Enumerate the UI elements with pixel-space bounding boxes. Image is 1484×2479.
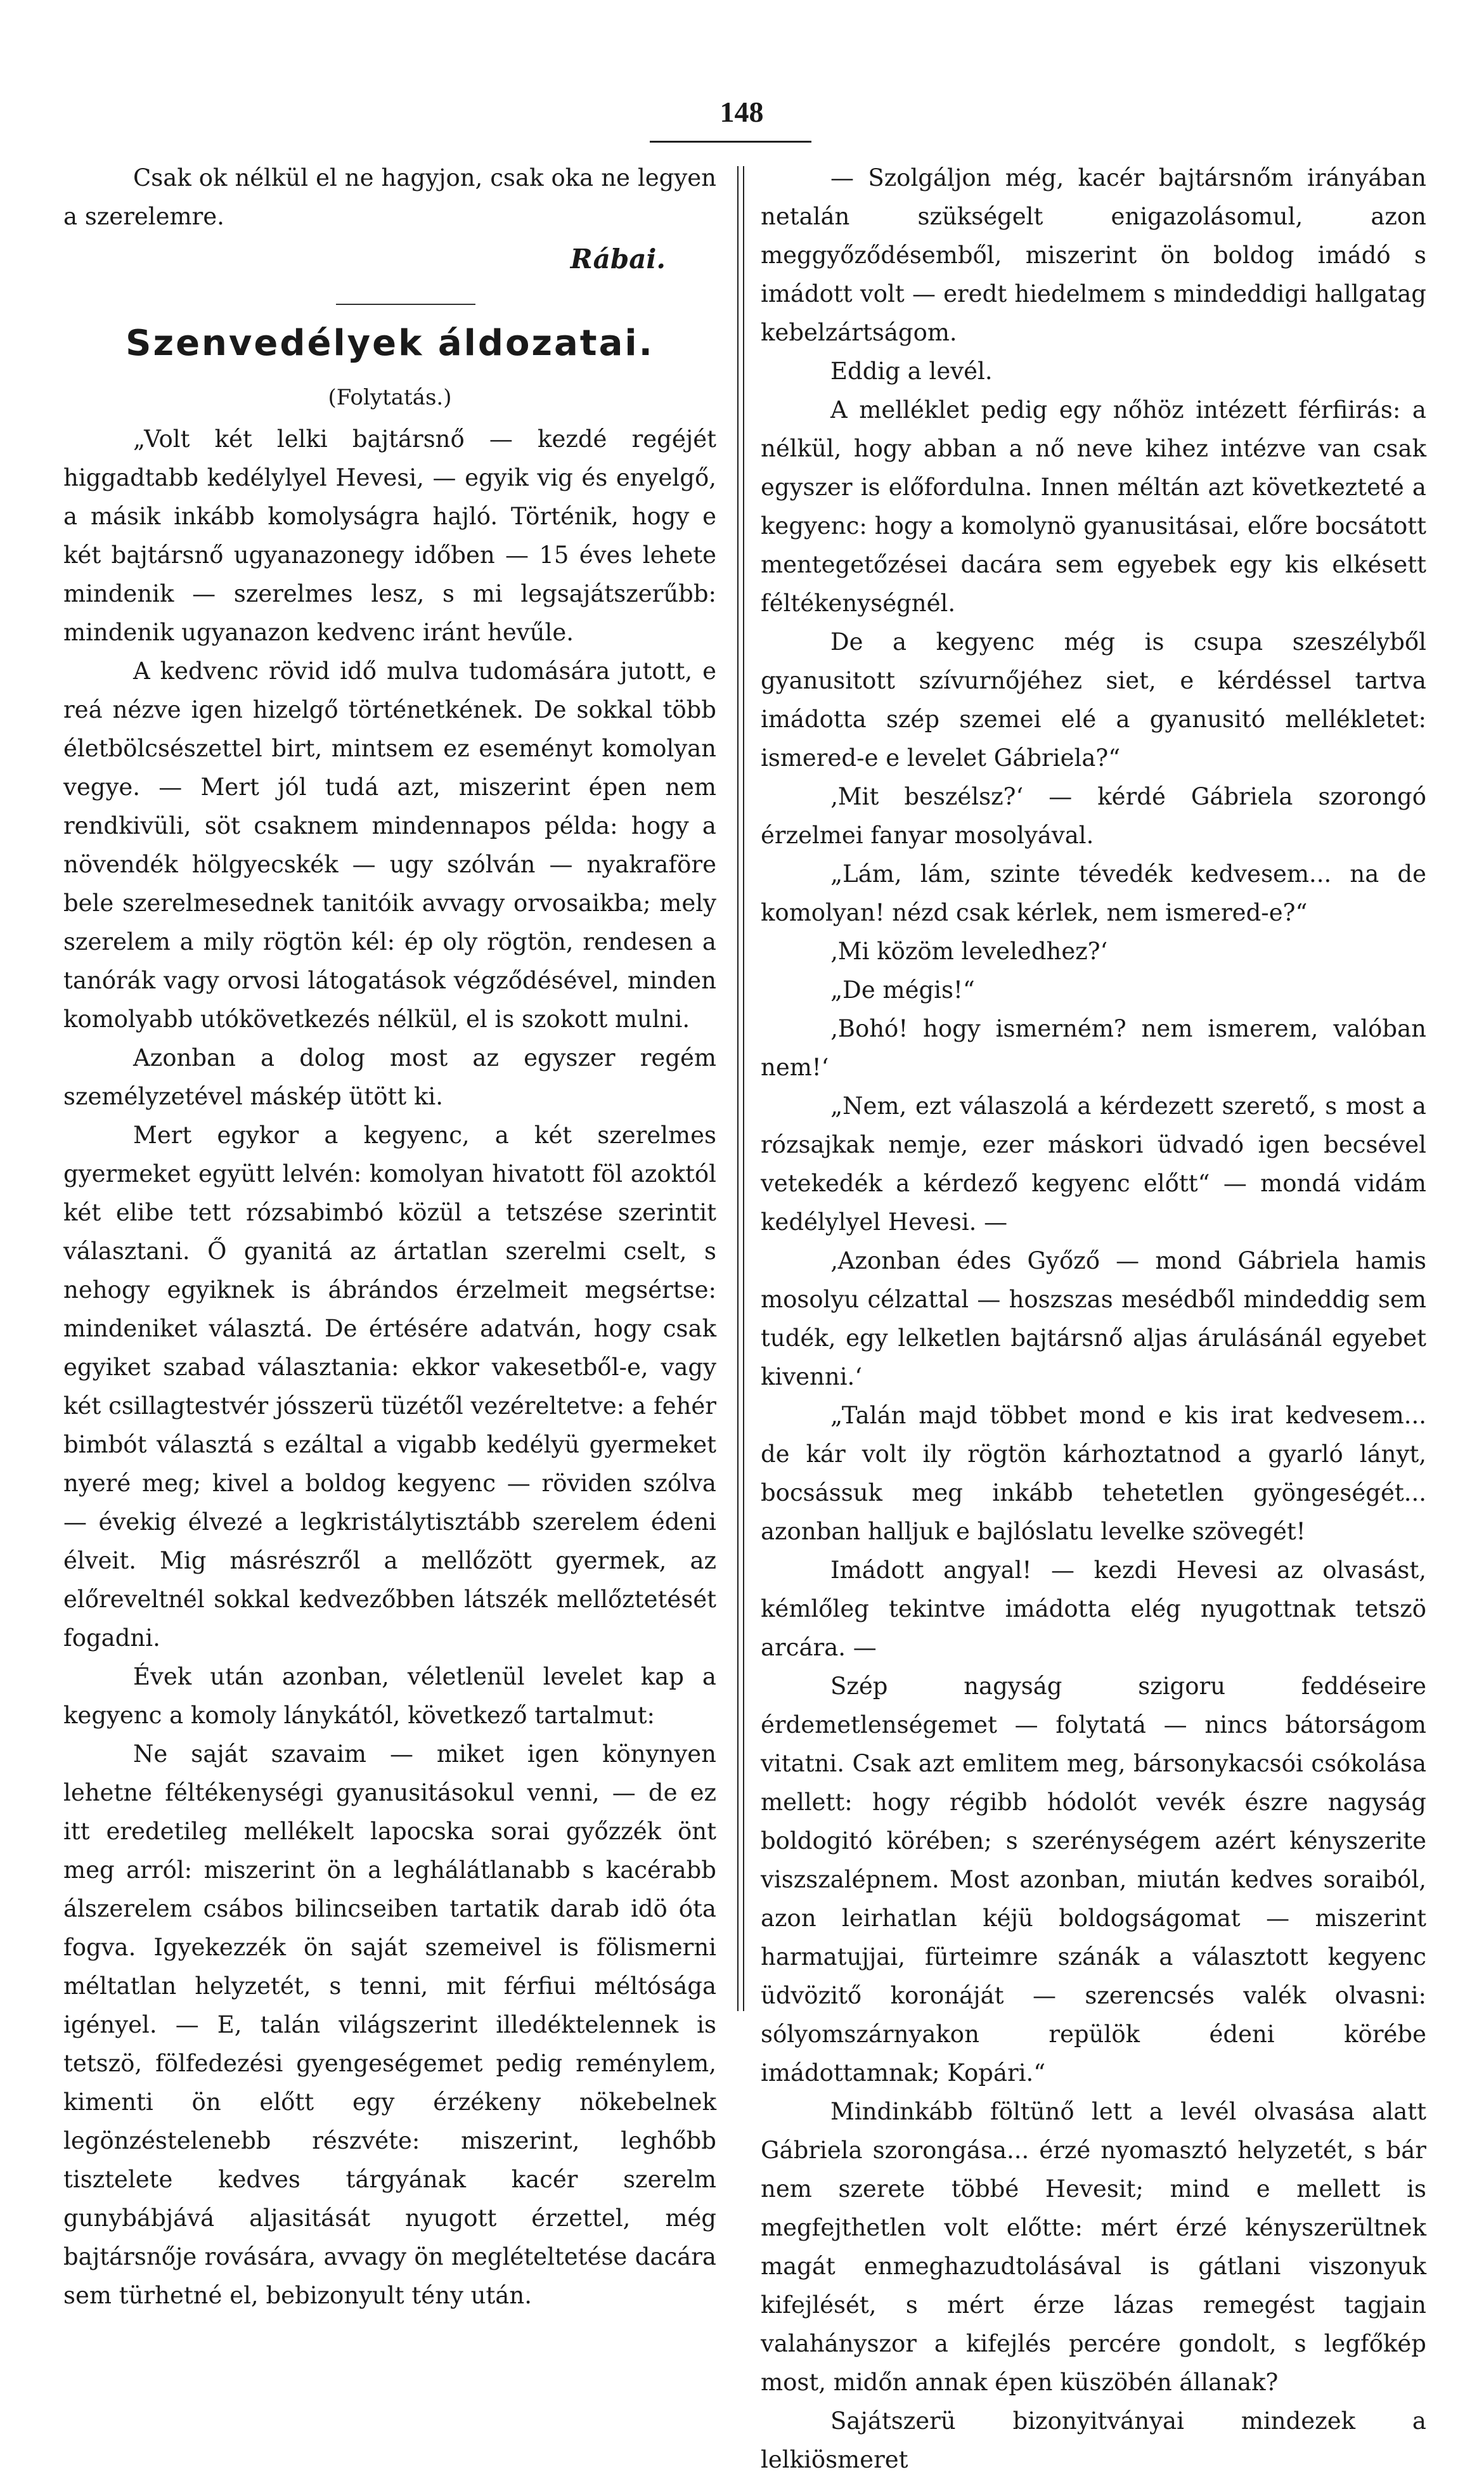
paragraph: „Volt két lelki bajtársnő — kezdé regéjét higgadtabb kedélylyel Hevesi, — egyik vig és enyelgő, a másik inkább komolyságra hajló. Történik, hogy e két bajtársnő ugyanazonegy időben — 15 éves lehete mindenik — szerelmes lesz, s mi legsajátszerűbb: mindenik ugyanazon kedvenc iránt hevűle. — [63, 425, 716, 646]
paragraph: Imádott angyal! — kezdi Hevesi az olvasást, kémlőleg tekintve imádotta elég nyugottnak tetszö arcára. — — [761, 1557, 1426, 1661]
page-number: 148 — [719, 96, 764, 128]
paragraph: Azonban a dolog most az egyszer regém személyzetével máskép ütött ki. — [63, 1044, 716, 1110]
paragraph: „De mégis!“ — [830, 976, 975, 1004]
paragraph: A kedvenc rövid idő mulva tudomására jutott, e reá nézve igen hizelgő történetkének. De sokkal több életbölcsészettel birt, mintsem ez eseményt komolyan vegye. — Mert jól tudá azt, miszerint épen nem rendkivüli, söt csaknem mindennapos példa: hogy a növendék hölgyecskék — ugy szólván — nyakraföre bele szerelmesednek tanitóik avvagy orvosaikba; mely szerelem a mily rögtön kél: ép oly rögtön, rendesen a tanórák vagy orvosi látogatások végződésével, minden komolyabb utókövetkezés nélkül, el is szokott mulni. — [63, 657, 716, 1033]
paragraph: Szép nagyság szigoru feddéseire érdemetlenségemet — folytatá — nincs bátorságom vitatni. Csak azt emlitem meg, bársonykacsói csókolása mellett: hogy régibb hódolót vevék észre nagyság boldogitó körében; s szerénységem azért kényszerite viszszalépnem. Most azonban, miután kedves soraiból, azon leirhatlan kéjü boldogságomat — miszerint harmatujjai, fürteimre szánák a választott kegyenc üdvözitő koronáját — szerencsés valék olvasni: sólyomszárnyakon repülök édeni körébe imádottamnak; Kopári.“ — [761, 1673, 1426, 2087]
epigraph-line: Csak ok nélkül el ne hagyjon, csak oka ne legyen a szerelemre. — [63, 164, 716, 230]
paragraph: ‚Bohó! hogy ismerném? nem ismerem, valóban nem!‘ — [761, 1015, 1426, 1081]
header-rule — [650, 141, 811, 143]
paragraph: „Lám, lám, szinte tévedék kedvesem... na de komolyan! nézd csak kérlek, nem ismered-e?“ — [761, 860, 1426, 926]
paragraph: Ne saját szavaim — miket igen könynyen lehetne féltékenységi gyanusitásokul venni, — de ez itt eredetileg mellékelt lapocska sorai győzzék önt meg arról: miszerint ön a leghálátlanabb s kacérabb álszerelem csábos bilincseiben tartatik darab idö óta fogva. Igyekezzék ön saját szemeivel is fölismerni méltatlan helyzetét, s tenni, mit férfiui méltósága igényel. — E, talán világszerint illedéktelennek is tetszö, fölfedezési gyengeségemet pedig reménylem, kimenti ön előtt egy érzékeny nökebelnek legönzéstelenebb részvéte: miszerint, leghőbb tisztelete kedves tárgyának kacér szerelm gunybábjává aljasitását nyugott érzettel, még bajtársnője rovására, avvagy ön meglételtetése dacára sem türhetné el, bebizonyult tény után. — [63, 1740, 716, 2309]
paragraph: A melléklet pedig egy nőhöz intézett férfiirás: a nélkül, hogy abban a nő neve kihez intézve van csak egyszer is előfordulna. Innen méltán azt következteté a kegyenc: hogy a komolynö gyanusitásai, előre bocsátott mentegetőzései dacára sem egyebek egy kis elkésett féltékenységnél. — [761, 396, 1426, 617]
paragraph: Évek után azonban, véletlenül levelet kap a kegyenc a komoly lánykától, következő tartalmut: — [63, 1663, 716, 1729]
left-column — [63, 159, 716, 2315]
right-column — [761, 159, 1426, 2479]
paragraph: ‚Mit beszélsz?‘ — kérdé Gábriela szorongó érzelmei fanyar mosolyával. — [761, 783, 1426, 849]
paragraph: — Szolgáljon még, kacér bajtársnőm irányában netalán szükségelt enigazolásomul, azon meggyőződésemből, miszerint ön boldog imádó s imádott volt — eredt hiedelmem s mindeddigi hallgatag kebelzártságom. — [761, 164, 1426, 346]
paragraph: ‚Azonban édes Győző — mond Gábriela hamis mosolyu célzattal — hoszszas mesédből mindeddig sem tudék, egy lelketlen bajtársnő aljas árulásánál egyebet kivenni.‘ — [761, 1247, 1426, 1390]
title-rule — [336, 304, 475, 305]
paragraph: „Talán majd többet mond e kis irat kedvesem... de kár volt ily rögtön kárhoztatnod a gyarló lányt, bocsássuk meg inkább tehetetlen gyöngeségét... azonban halljuk e bajlóslatu levelke szövegét! — [761, 1402, 1426, 1545]
paragraph: Mert egykor a kegyenc, a két szerelmes gyermeket együtt lelvén: komolyan hivatott föl azoktól két elibe tett rózsabimbó közül a tetszése szerintit választani. Ő gyanitá az ártatlan szerelmi cselt, s nehogy egyiknek is ábrándos érzelmeit megsértse: mindeniket választá. De értésére adatván, hogy csak egyiket szabad választania: ekkor vakesetből-e, vagy két csillagtestvér jósszerü tüzétől vezéreltetve: a fehér bimbót választá s ezáltal a vigabb kedélyü gyermeket nyeré meg; kivel a boldog kegyenc — röviden szólva — évekig élvezé a legkristálytisztább szerelem édeni élveit. Mig másrészről a mellőzött gyermek, az előreveltnél sokkal kedvezőbben látszék mellőztetését fogadni. — [63, 1122, 716, 1652]
article-title: Szenvedélyek áldozatai. — [126, 323, 654, 364]
paragraph: Eddig a levél. — [830, 358, 993, 385]
paragraph: Sajátszerü bizonyitványai mindezek a lelkiösmeret — [761, 2407, 1426, 2473]
epigraph-signature: Rábai. — [570, 243, 666, 275]
paragraph: „Nem, ezt válaszolá a kérdezett szerető, s most a rózsajkak nemje, ezer máskori üdvadó igen becsével vetekedék a kérdező kegyenc előtt“ — mondá vidám kedélylyel Hevesi. — — [761, 1092, 1426, 1236]
paragraph: Mindinkább föltünő lett a levél olvasása alatt Gábriela szorongása... érzé nyomasztó helyzetét, s bár nem szerete többé Hevesit; mind e mellett is megfejthetlen volt előtte: mért érzé kényszerültnek magát enmeghazudtolásával is gátlani viszonyuk kifejlését, s mért érze lázas remegést tagjain valahányszor a kifejlés percére gondolt, s legfőkép most, midőn annak épen küszöbén állanak? — [761, 2098, 1426, 2396]
paragraph: ‚Mi közöm leveledhez?‘ — [830, 938, 1108, 965]
column-divider — [737, 166, 744, 2011]
article-subtitle: (Folytatás.) — [328, 385, 452, 410]
paragraph: De a kegyenc még is csupa szeszélyből gyanusitott szívurnőjéhez siet, e kérdéssel tartva imádotta szép szemei elé a gyanusitó mellékletet: ismered-e e levelet Gábriela?“ — [761, 628, 1426, 772]
